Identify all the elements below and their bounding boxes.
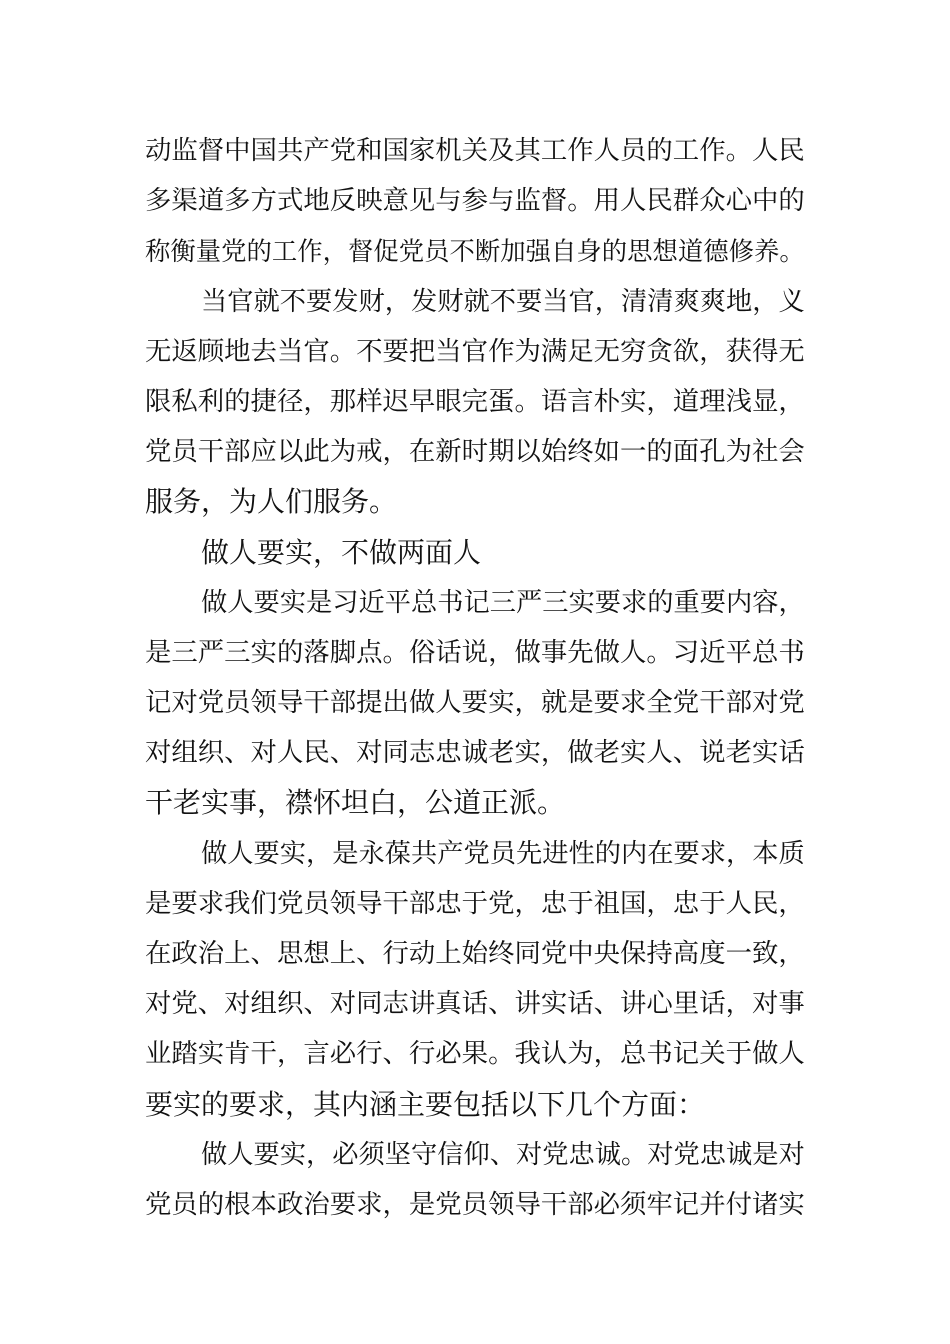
paragraph-first-line: 做人要实，不做两面人 <box>201 535 482 569</box>
text-line: 是三严三实的落脚点。俗话说，做事先做人。习近平总书 <box>145 636 805 668</box>
text-line: 在政治上、思想上、行动上始终同党中央保持高度一致， <box>145 938 805 969</box>
text-line: 称衡量党的工作，督促党员不断加强自身的思想道德修养。 <box>145 236 805 267</box>
text-line: 要实的要求，其内涵主要包括以下几个方面： <box>145 1087 706 1121</box>
paragraph-first-line: 当官就不要发财，发财就不要当官，清清爽爽地，义 <box>201 286 805 317</box>
paragraph-first-line: 做人要实，是永葆共产党员先进性的内在要求，本质 <box>201 838 805 869</box>
text-line: 限私利的捷径，那样迟早眼完蛋。语言朴实，道理浅显， <box>145 385 805 417</box>
text-line: 多渠道多方式地反映意见与参与监督。用人民群众心中的 <box>145 185 805 217</box>
text-line: 党员的根本政治要求，是党员领导干部必须牢记并付诸实 <box>145 1188 805 1220</box>
text-line: 是要求我们党员领导干部忠于党，忠于祖国，忠于人民， <box>145 887 805 919</box>
text-line: 服务，为人们服务。 <box>145 485 398 519</box>
text-line: 党员干部应以此为戒，在新时期以始终如一的面孔为社会 <box>145 436 805 468</box>
paragraph-first-line: 做人要实，必须坚守信仰、对党忠诚。对党忠诚是对 <box>201 1139 805 1170</box>
text-line: 对组织、对人民、对同志忠诚老实，做老实人、说老实话 <box>145 737 805 769</box>
text-line: 业踏实肯干，言必行、行必果。我认为，总书记关于做人 <box>145 1038 805 1070</box>
text-line: 对党、对组织、对同志讲真话、讲实话、讲心里话，对事 <box>145 988 805 1020</box>
paragraph-first-line: 做人要实是习近平总书记三严三实要求的重要内容， <box>201 587 805 618</box>
text-line: 无返顾地去当官。不要把当官作为满足无穷贪欲，获得无 <box>145 335 805 367</box>
document-body <box>145 126 805 1230</box>
text-line: 记对党员领导干部提出做人要实，就是要求全党干部对党 <box>145 687 805 719</box>
text-line: 干老实事，襟怀坦白，公道正派。 <box>145 786 566 820</box>
text-line: 动监督中国共产党和国家机关及其工作人员的工作。人民 <box>145 135 805 166</box>
